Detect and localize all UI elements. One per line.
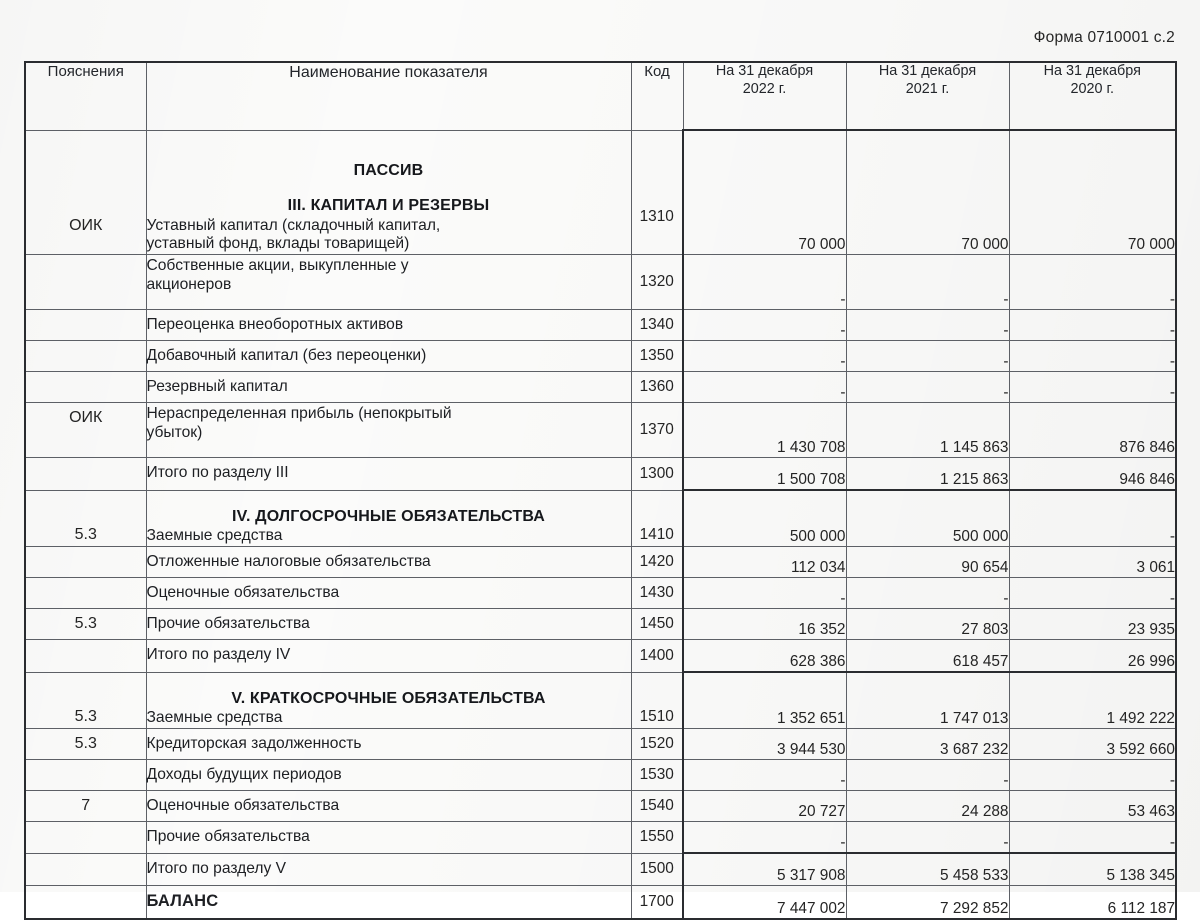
row-name-line1: Прочие обязательства bbox=[146, 614, 310, 632]
row-name bbox=[146, 853, 631, 886]
row-note bbox=[25, 341, 146, 372]
row-value-2022 bbox=[683, 458, 846, 491]
row-value-2022 bbox=[683, 255, 846, 310]
row-code bbox=[631, 729, 683, 760]
row-value-2022-text: - bbox=[840, 384, 846, 401]
row-value-2021-text: - bbox=[1003, 353, 1009, 370]
row-name-line1: Кредиторская задолженность bbox=[146, 734, 362, 752]
table-row bbox=[25, 341, 1176, 372]
row-note bbox=[25, 640, 146, 673]
row-code bbox=[631, 458, 683, 491]
row-value-2021 bbox=[846, 729, 1009, 760]
table-row bbox=[25, 547, 1176, 578]
row-value-2020-text: - bbox=[1169, 528, 1175, 545]
row-value-2021-text: 1 747 013 bbox=[940, 710, 1009, 727]
row-note-text: 5.3 bbox=[74, 708, 97, 725]
row-name-line1: Добавочный капитал (без переоценки) bbox=[146, 346, 427, 364]
row-name-line1: Заемные средства bbox=[146, 527, 283, 545]
row-value-2021-text: - bbox=[1003, 834, 1009, 851]
row-value-2020-text: 26 996 bbox=[1127, 653, 1175, 670]
row-value-2020 bbox=[1009, 255, 1176, 310]
row-value-2022-text: 500 000 bbox=[789, 528, 846, 545]
row-code bbox=[631, 886, 683, 920]
row-value-2020-text: - bbox=[1169, 353, 1175, 370]
table-row bbox=[25, 310, 1176, 341]
row-code bbox=[631, 791, 683, 822]
row-name-line1: Собственные акции, выкупленные у bbox=[146, 257, 409, 274]
row-name-line1: Итого по разделу IV bbox=[146, 646, 291, 664]
row-name bbox=[146, 822, 631, 854]
row-note bbox=[25, 853, 146, 886]
row-value-2022-text: - bbox=[840, 322, 846, 339]
row-value-2022-text: 20 727 bbox=[798, 803, 846, 820]
row-value-2020 bbox=[1009, 729, 1176, 760]
header-note: Пояснения bbox=[25, 62, 146, 130]
row-code-text: 1700 bbox=[639, 893, 674, 910]
row-value-2020 bbox=[1009, 609, 1176, 640]
section-caption-v: V. КРАТКОСРОЧНЫЕ ОБЯЗАТЕЛЬСТВА bbox=[231, 690, 546, 708]
row-value-2022 bbox=[683, 547, 846, 578]
row-value-2022 bbox=[683, 672, 846, 729]
row-code bbox=[631, 760, 683, 791]
row-value-2022-text: 628 386 bbox=[789, 653, 846, 670]
row-value-2021 bbox=[846, 886, 1009, 920]
row-value-2021 bbox=[846, 640, 1009, 673]
row-value-2020-text: 876 846 bbox=[1119, 439, 1175, 456]
row-value-2022 bbox=[683, 886, 846, 920]
row-value-2022-text: 70 000 bbox=[798, 236, 846, 253]
row-name-line1: Оценочные обязательства bbox=[146, 796, 340, 814]
row-value-2020-text: 3 061 bbox=[1136, 559, 1175, 576]
row-value-2022-text: - bbox=[840, 590, 846, 607]
header-year-2021-line2: 2021 г. bbox=[905, 80, 950, 97]
row-note bbox=[25, 729, 146, 760]
table-row bbox=[25, 490, 1176, 547]
row-name-line1: Итого по разделу V bbox=[146, 859, 287, 877]
row-value-2020 bbox=[1009, 822, 1176, 854]
row-value-2020-text: - bbox=[1169, 384, 1175, 401]
row-value-2020-text: - bbox=[1169, 322, 1175, 339]
row-value-2022 bbox=[683, 609, 846, 640]
row-name-line1: Доходы будущих периодов bbox=[146, 765, 342, 783]
row-value-2021 bbox=[846, 547, 1009, 578]
row-value-2020-text: 70 000 bbox=[1127, 236, 1175, 253]
row-code-text: 1520 bbox=[639, 735, 674, 752]
row-code-text: 1510 bbox=[639, 708, 674, 725]
row-code bbox=[631, 490, 683, 547]
row-value-2020-text: - bbox=[1169, 834, 1175, 851]
row-value-2022 bbox=[683, 578, 846, 609]
table-row bbox=[25, 853, 1176, 886]
table-row bbox=[25, 672, 1176, 729]
row-name bbox=[146, 791, 631, 822]
section-caption-iv: IV. ДОЛГОСРОЧНЫЕ ОБЯЗАТЕЛЬСТВА bbox=[232, 508, 545, 526]
row-value-2020-text: 53 463 bbox=[1127, 803, 1175, 820]
table-header bbox=[25, 62, 1176, 130]
row-value-2022-text: 1 500 708 bbox=[777, 471, 846, 488]
row-name bbox=[146, 640, 631, 673]
row-code-text: 1530 bbox=[639, 766, 674, 783]
row-value-2020-text: 946 846 bbox=[1119, 471, 1175, 488]
row-value-2022 bbox=[683, 341, 846, 372]
row-value-2021 bbox=[846, 609, 1009, 640]
row-note-text: 5.3 bbox=[74, 735, 97, 752]
row-value-2021 bbox=[846, 853, 1009, 886]
row-code bbox=[631, 547, 683, 578]
row-value-2020-text: 5 138 345 bbox=[1106, 867, 1175, 884]
row-name bbox=[146, 403, 631, 458]
balance-sheet-table bbox=[24, 61, 1177, 920]
row-note-text: ОИК bbox=[69, 409, 103, 426]
row-value-2021-text: 90 654 bbox=[961, 559, 1009, 576]
row-value-2020 bbox=[1009, 403, 1176, 458]
row-code bbox=[631, 853, 683, 886]
row-value-2020 bbox=[1009, 372, 1176, 403]
row-code-text: 1310 bbox=[639, 208, 674, 225]
row-note bbox=[25, 547, 146, 578]
row-value-2020 bbox=[1009, 578, 1176, 609]
row-code bbox=[631, 255, 683, 310]
row-code-text: 1370 bbox=[639, 421, 674, 438]
row-note bbox=[25, 310, 146, 341]
row-code-text: 1450 bbox=[639, 615, 674, 632]
table-row bbox=[25, 609, 1176, 640]
row-value-2022 bbox=[683, 760, 846, 791]
row-code bbox=[631, 672, 683, 729]
row-value-2021-text: 1 215 863 bbox=[940, 471, 1009, 488]
row-value-2020 bbox=[1009, 853, 1176, 886]
table-row bbox=[25, 130, 1176, 255]
row-value-2020 bbox=[1009, 130, 1176, 255]
table-row bbox=[25, 640, 1176, 673]
row-value-2020 bbox=[1009, 547, 1176, 578]
header-year-2021-line1: На 31 декабря bbox=[878, 63, 977, 79]
row-note bbox=[25, 490, 146, 547]
row-code bbox=[631, 130, 683, 255]
row-value-2021 bbox=[846, 403, 1009, 458]
row-value-2021 bbox=[846, 578, 1009, 609]
row-value-2021 bbox=[846, 341, 1009, 372]
row-value-2020-text: 1 492 222 bbox=[1106, 710, 1175, 727]
row-value-2021-text: - bbox=[1003, 291, 1009, 308]
row-value-2020-text: - bbox=[1169, 291, 1175, 308]
row-name-line1: Уставный капитал (складочный капитал, bbox=[146, 216, 441, 234]
row-value-2021-text: 618 457 bbox=[952, 653, 1009, 670]
table-row bbox=[25, 403, 1176, 458]
row-value-2020 bbox=[1009, 310, 1176, 341]
header-year-2022-line1: На 31 декабря bbox=[715, 63, 814, 79]
row-note bbox=[25, 372, 146, 403]
row-value-2020-text: - bbox=[1169, 772, 1175, 789]
table-row bbox=[25, 791, 1176, 822]
row-note bbox=[25, 791, 146, 822]
row-name bbox=[146, 255, 631, 310]
header-code: Код bbox=[631, 62, 683, 130]
row-value-2022 bbox=[683, 791, 846, 822]
row-note bbox=[25, 609, 146, 640]
row-value-2020 bbox=[1009, 490, 1176, 547]
row-name bbox=[146, 547, 631, 578]
row-note bbox=[25, 130, 146, 255]
row-code-text: 1550 bbox=[639, 828, 674, 846]
row-value-2022-text: 5 317 908 bbox=[777, 867, 846, 884]
row-value-2021 bbox=[846, 255, 1009, 310]
row-name bbox=[146, 372, 631, 403]
table-row bbox=[25, 729, 1176, 760]
row-name bbox=[146, 760, 631, 791]
row-value-2021-text: 7 292 852 bbox=[940, 900, 1009, 917]
table-row bbox=[25, 822, 1176, 854]
row-value-2020 bbox=[1009, 886, 1176, 920]
table-row bbox=[25, 886, 1176, 920]
row-value-2021-text: 5 458 533 bbox=[940, 867, 1009, 884]
row-code-text: 1360 bbox=[639, 378, 674, 395]
row-note bbox=[25, 822, 146, 854]
row-code bbox=[631, 310, 683, 341]
row-name-line1: Отложенные налоговые обязательства bbox=[146, 552, 431, 570]
row-value-2021-text: - bbox=[1003, 590, 1009, 607]
row-name bbox=[146, 310, 631, 341]
row-value-2022-text: 112 034 bbox=[791, 559, 846, 576]
row-name-line2: акционеров bbox=[146, 275, 232, 293]
row-value-2022-text: - bbox=[840, 291, 846, 308]
row-code bbox=[631, 341, 683, 372]
row-name-line1: Переоценка внеоборотных активов bbox=[146, 315, 404, 333]
row-value-2022-text: 1 352 651 bbox=[777, 710, 846, 727]
table-body bbox=[25, 130, 1176, 919]
header-year-2022-line2: 2022 г. bbox=[742, 80, 787, 97]
row-value-2022 bbox=[683, 640, 846, 673]
row-value-2021 bbox=[846, 458, 1009, 491]
row-value-2021 bbox=[846, 372, 1009, 403]
row-code-text: 1430 bbox=[639, 584, 674, 601]
row-name bbox=[146, 672, 631, 729]
row-name bbox=[146, 458, 631, 491]
row-code-text: 1420 bbox=[639, 553, 674, 570]
row-code-text: 1350 bbox=[639, 347, 674, 364]
section-caption-iii: III. КАПИТАЛ И РЕЗЕРВЫ bbox=[287, 197, 490, 215]
row-value-2021-text: 70 000 bbox=[961, 236, 1009, 253]
row-note-text: ОИК bbox=[69, 217, 103, 234]
row-value-2021-text: - bbox=[1003, 322, 1009, 339]
row-code-text: 1300 bbox=[639, 464, 674, 482]
row-note bbox=[25, 255, 146, 310]
row-value-2021-text: - bbox=[1003, 772, 1009, 789]
row-name bbox=[146, 886, 631, 920]
row-value-2021-text: 27 803 bbox=[961, 621, 1009, 638]
row-value-2020 bbox=[1009, 760, 1176, 791]
row-name-line2: уставный фонд, вклады товарищей) bbox=[146, 235, 410, 253]
header-year-2021 bbox=[846, 62, 1009, 130]
row-name-line1: Прочие обязательства bbox=[146, 827, 310, 845]
row-code bbox=[631, 640, 683, 673]
table-row bbox=[25, 458, 1176, 491]
row-value-2022-text: - bbox=[840, 353, 846, 370]
section-caption-passiv: ПАССИВ bbox=[353, 162, 424, 180]
table-row bbox=[25, 372, 1176, 403]
header-year-2020-line2: 2020 г. bbox=[1070, 80, 1114, 97]
row-code bbox=[631, 822, 683, 854]
row-value-2022-text: - bbox=[840, 772, 846, 789]
row-name-line1: Оценочные обязательства bbox=[146, 583, 340, 601]
row-name bbox=[146, 578, 631, 609]
row-value-2022-text: 7 447 002 bbox=[777, 900, 846, 917]
table-row bbox=[25, 760, 1176, 791]
row-value-2022 bbox=[683, 310, 846, 341]
row-value-2020 bbox=[1009, 640, 1176, 673]
row-value-2020-text: - bbox=[1169, 590, 1175, 607]
row-code bbox=[631, 372, 683, 403]
header-row bbox=[25, 62, 1176, 130]
row-note-text: 5.3 bbox=[74, 526, 97, 543]
row-value-2021 bbox=[846, 672, 1009, 729]
row-value-2022-text: 16 352 bbox=[798, 621, 846, 638]
row-value-2021-text: 1 145 863 bbox=[940, 439, 1009, 456]
row-code-text: 1320 bbox=[639, 273, 674, 290]
row-code-text: 1540 bbox=[639, 797, 674, 814]
row-value-2021 bbox=[846, 760, 1009, 791]
row-value-2022 bbox=[683, 130, 846, 255]
header-name: Наименование показателя bbox=[146, 62, 631, 130]
row-value-2021-text: 500 000 bbox=[952, 528, 1009, 545]
row-code bbox=[631, 403, 683, 458]
row-value-2022 bbox=[683, 403, 846, 458]
form-code-label: Форма 0710001 с.2 bbox=[1033, 29, 1175, 46]
row-note-text: 7 bbox=[81, 797, 91, 814]
row-note bbox=[25, 760, 146, 791]
row-name bbox=[146, 130, 631, 255]
row-note bbox=[25, 458, 146, 491]
row-value-2020-text: 23 935 bbox=[1127, 621, 1175, 638]
row-note bbox=[25, 403, 146, 458]
row-name bbox=[146, 341, 631, 372]
row-value-2022 bbox=[683, 822, 846, 854]
row-value-2020-text: 6 112 187 bbox=[1107, 900, 1175, 917]
row-note bbox=[25, 672, 146, 729]
row-value-2021 bbox=[846, 310, 1009, 341]
row-value-2021-text: 24 288 bbox=[961, 803, 1009, 820]
row-note bbox=[25, 578, 146, 609]
row-value-2020 bbox=[1009, 791, 1176, 822]
row-name-line1: Нераспределенная прибыль (непокрытый bbox=[146, 405, 452, 422]
row-value-2022 bbox=[683, 490, 846, 547]
row-name bbox=[146, 609, 631, 640]
row-value-2022 bbox=[683, 372, 846, 403]
row-name-line2: убыток) bbox=[146, 423, 203, 441]
header-year-2020-line1: На 31 декабря bbox=[1043, 63, 1141, 79]
row-value-2020-text: 3 592 660 bbox=[1106, 741, 1175, 758]
row-value-2022-text: - bbox=[840, 834, 846, 851]
row-code-text: 1500 bbox=[639, 860, 674, 878]
row-value-2022 bbox=[683, 729, 846, 760]
header-year-2020 bbox=[1009, 62, 1176, 130]
row-value-2022-text: 1 430 708 bbox=[777, 439, 846, 456]
row-value-2020 bbox=[1009, 341, 1176, 372]
row-value-2022-text: 3 944 530 bbox=[777, 741, 846, 758]
row-code-text: 1340 bbox=[639, 316, 674, 333]
row-name bbox=[146, 490, 631, 547]
row-name-line1: Итого по разделу III bbox=[146, 464, 289, 482]
spacer bbox=[147, 182, 631, 195]
row-value-2021 bbox=[846, 822, 1009, 854]
row-note-text: 5.3 bbox=[74, 615, 97, 632]
row-name-line1: Резервный капитал bbox=[146, 377, 288, 395]
row-value-2021-text: - bbox=[1003, 384, 1009, 401]
header-year-2022 bbox=[683, 62, 846, 130]
row-value-2021-text: 3 687 232 bbox=[940, 741, 1009, 758]
table-row bbox=[25, 255, 1176, 310]
row-value-2021 bbox=[846, 130, 1009, 255]
row-code bbox=[631, 609, 683, 640]
row-name-line1: БАЛАНС bbox=[146, 892, 219, 911]
row-value-2020 bbox=[1009, 672, 1176, 729]
row-value-2020 bbox=[1009, 458, 1176, 491]
row-name bbox=[146, 729, 631, 760]
row-value-2022 bbox=[683, 853, 846, 886]
row-note bbox=[25, 886, 146, 920]
row-name-line1: Заемные средства bbox=[146, 709, 283, 727]
row-code-text: 1400 bbox=[639, 646, 674, 664]
row-code bbox=[631, 578, 683, 609]
row-value-2021 bbox=[846, 490, 1009, 547]
row-code-text: 1410 bbox=[639, 526, 674, 543]
row-value-2021 bbox=[846, 791, 1009, 822]
table-row bbox=[25, 578, 1176, 609]
